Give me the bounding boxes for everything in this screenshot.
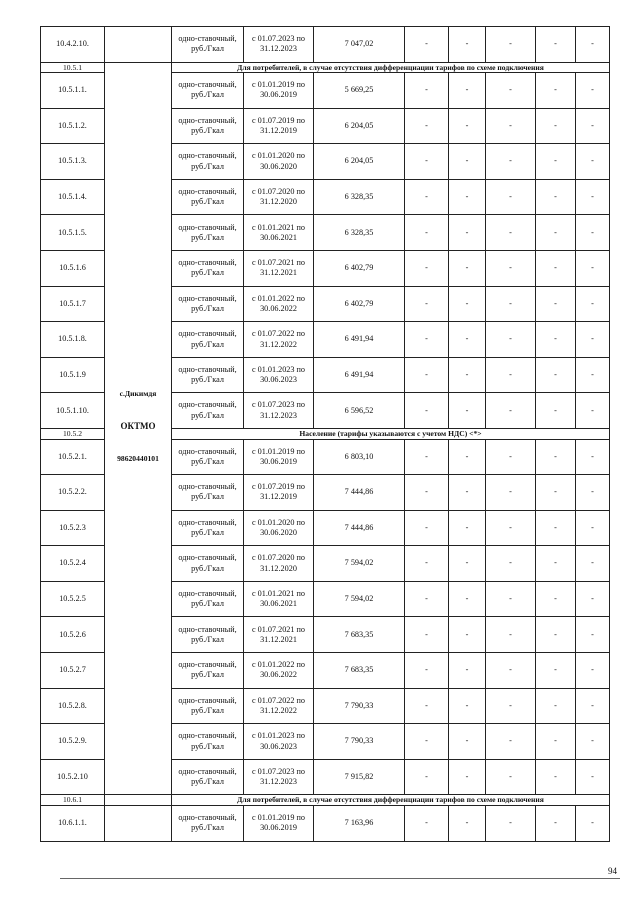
empty-cell: - <box>536 581 576 617</box>
tariff-period: с 01.07.2019 по 31.12.2019 <box>244 475 314 511</box>
empty-cell: - <box>536 653 576 689</box>
empty-cell: - <box>449 617 486 653</box>
tariff-period: с 01.07.2020 по 31.12.2020 <box>244 546 314 582</box>
empty-cell: - <box>576 546 610 582</box>
row-code: 10.5.2.3 <box>41 510 105 546</box>
empty-cell: - <box>576 27 610 63</box>
empty-cell: - <box>449 108 486 144</box>
tariff-value: 7 915,82 <box>314 759 405 795</box>
tariff-unit: одно-ставочный, руб./Гкал <box>172 439 244 475</box>
empty-cell: - <box>536 439 576 475</box>
empty-cell: - <box>449 393 486 429</box>
row-code: 10.5.1.3. <box>41 144 105 180</box>
empty-cell: - <box>536 322 576 358</box>
empty-cell: - <box>486 357 536 393</box>
empty-cell: - <box>486 724 536 760</box>
empty-cell: - <box>576 475 610 511</box>
empty-cell: - <box>405 546 449 582</box>
empty-cell: - <box>486 439 536 475</box>
empty-cell: - <box>576 439 610 475</box>
tariff-value: 6 204,05 <box>314 108 405 144</box>
tariff-period: с 01.01.2021 по 30.06.2021 <box>244 215 314 251</box>
empty-cell: - <box>576 617 610 653</box>
empty-cell: - <box>405 251 449 287</box>
tariff-unit: одно-ставочный, руб./Гкал <box>172 688 244 724</box>
locality-cell <box>105 62 172 795</box>
row-code: 10.5.2.8. <box>41 688 105 724</box>
empty-cell: - <box>576 73 610 109</box>
row-code: 10.5.2.4 <box>41 546 105 582</box>
empty-cell: - <box>405 688 449 724</box>
locality-blank <box>105 27 172 63</box>
empty-cell: - <box>486 688 536 724</box>
empty-cell: - <box>449 688 486 724</box>
empty-cell: - <box>449 475 486 511</box>
empty-cell: - <box>536 179 576 215</box>
empty-cell: - <box>536 215 576 251</box>
empty-cell: - <box>576 510 610 546</box>
tariff-value: 7 594,02 <box>314 546 405 582</box>
empty-cell: - <box>536 617 576 653</box>
tariff-value: 7 163,96 <box>314 805 405 841</box>
empty-cell: - <box>405 144 449 180</box>
row-code: 10.5.1.8. <box>41 322 105 358</box>
locality-blank <box>105 805 172 841</box>
tariff-value: 6 491,94 <box>314 322 405 358</box>
tariff-value: 6 402,79 <box>314 251 405 287</box>
tariff-value: 7 790,33 <box>314 724 405 760</box>
tariff-period: с 01.07.2020 по 31.12.2020 <box>244 179 314 215</box>
tariff-table-body <box>41 27 610 842</box>
tariff-value: 5 669,25 <box>314 73 405 109</box>
tariff-value: 7 683,35 <box>314 653 405 689</box>
tariff-period: с 01.07.2022 по 31.12.2022 <box>244 322 314 358</box>
tariff-unit: одно-ставочный, руб./Гкал <box>172 546 244 582</box>
empty-cell: - <box>405 724 449 760</box>
section-code: 10.5.2 <box>41 429 105 439</box>
oktmo-code: 98620440101 <box>117 454 159 464</box>
empty-cell: - <box>449 251 486 287</box>
section-code: 10.5.1 <box>41 62 105 72</box>
tariff-unit: одно-ставочный, руб./Гкал <box>172 73 244 109</box>
empty-cell: - <box>486 144 536 180</box>
row-code: 10.5.2.7 <box>41 653 105 689</box>
row-code: 10.5.1.5. <box>41 215 105 251</box>
empty-cell: - <box>405 475 449 511</box>
row-code: 10.5.1.2. <box>41 108 105 144</box>
empty-cell: - <box>449 73 486 109</box>
empty-cell: - <box>576 759 610 795</box>
tariff-period: с 01.01.2020 по 30.06.2020 <box>244 510 314 546</box>
empty-cell: - <box>486 286 536 322</box>
tariff-unit: одно-ставочный, руб./Гкал <box>172 653 244 689</box>
empty-cell: - <box>486 805 536 841</box>
tariff-value: 6 803,10 <box>314 439 405 475</box>
empty-cell: - <box>486 179 536 215</box>
tariff-value: 6 402,79 <box>314 286 405 322</box>
row-code: 10.5.1.6 <box>41 251 105 287</box>
empty-cell: - <box>536 286 576 322</box>
tariff-period: с 01.01.2023 по 30.06.2023 <box>244 724 314 760</box>
tariff-period: с 01.07.2021 по 31.12.2021 <box>244 617 314 653</box>
tariff-period: с 01.07.2021 по 31.12.2021 <box>244 251 314 287</box>
empty-cell: - <box>486 393 536 429</box>
empty-cell: - <box>405 322 449 358</box>
empty-cell: - <box>536 144 576 180</box>
empty-cell: - <box>486 108 536 144</box>
empty-cell: - <box>576 215 610 251</box>
empty-cell: - <box>486 546 536 582</box>
empty-cell: - <box>449 546 486 582</box>
empty-cell: - <box>536 688 576 724</box>
empty-cell: - <box>449 510 486 546</box>
empty-cell: - <box>405 759 449 795</box>
empty-cell: - <box>576 251 610 287</box>
page-number: 94 <box>608 866 617 876</box>
empty-cell: - <box>536 759 576 795</box>
tariff-period: с 01.01.2019 по 30.06.2019 <box>244 439 314 475</box>
empty-cell: - <box>449 27 486 63</box>
oktmo-label: ОКТМО <box>120 420 156 431</box>
empty-cell: - <box>449 286 486 322</box>
tariff-table <box>40 26 610 842</box>
tariff-value: 7 594,02 <box>314 581 405 617</box>
empty-cell: - <box>486 759 536 795</box>
tariff-value: 6 328,35 <box>314 179 405 215</box>
empty-cell: - <box>576 653 610 689</box>
row-code: 10.5.1.7 <box>41 286 105 322</box>
empty-cell: - <box>536 73 576 109</box>
empty-cell: - <box>449 322 486 358</box>
section-title: Для потребителей, в случае отсутствия дифференциации тарифов по схеме подключения <box>172 62 610 72</box>
empty-cell: - <box>486 322 536 358</box>
row-code: 10.5.1.9 <box>41 357 105 393</box>
empty-cell: - <box>449 724 486 760</box>
empty-cell: - <box>576 286 610 322</box>
empty-cell: - <box>486 475 536 511</box>
empty-cell: - <box>576 108 610 144</box>
empty-cell: - <box>449 581 486 617</box>
tariff-value: 7 047,02 <box>314 27 405 63</box>
empty-cell: - <box>449 215 486 251</box>
tariff-unit: одно-ставочный, руб./Гкал <box>172 581 244 617</box>
empty-cell: - <box>405 581 449 617</box>
row-code: 10.5.2.5 <box>41 581 105 617</box>
locality-blank <box>105 795 172 805</box>
tariff-value: 7 444,86 <box>314 475 405 511</box>
tariff-unit: одно-ставочный, руб./Гкал <box>172 322 244 358</box>
tariff-value: 6 204,05 <box>314 144 405 180</box>
empty-cell: - <box>486 215 536 251</box>
empty-cell: - <box>449 357 486 393</box>
tariff-unit: одно-ставочный, руб./Гкал <box>172 179 244 215</box>
tariff-period: с 01.07.2019 по 31.12.2019 <box>244 108 314 144</box>
row-code: 10.6.1.1. <box>41 805 105 841</box>
empty-cell: - <box>405 357 449 393</box>
empty-cell: - <box>486 73 536 109</box>
tariff-period: с 01.07.2023 по 31.12.2023 <box>244 27 314 63</box>
tariff-unit: одно-ставочный, руб./Гкал <box>172 617 244 653</box>
row-code: 10.5.2.10 <box>41 759 105 795</box>
tariff-unit: одно-ставочный, руб./Гкал <box>172 286 244 322</box>
empty-cell: - <box>576 805 610 841</box>
empty-cell: - <box>405 27 449 63</box>
empty-cell: - <box>405 617 449 653</box>
tariff-unit: одно-ставочный, руб./Гкал <box>172 393 244 429</box>
tariff-period: с 01.07.2023 по 31.12.2023 <box>244 393 314 429</box>
tariff-unit: одно-ставочный, руб./Гкал <box>172 357 244 393</box>
empty-cell: - <box>405 215 449 251</box>
tariff-unit: одно-ставочный, руб./Гкал <box>172 759 244 795</box>
empty-cell: - <box>405 805 449 841</box>
tariff-value: 7 683,35 <box>314 617 405 653</box>
tariff-value: 7 444,86 <box>314 510 405 546</box>
tariff-unit: одно-ставочный, руб./Гкал <box>172 27 244 63</box>
row-code: 10.5.2.1. <box>41 439 105 475</box>
row-code: 10.5.1.10. <box>41 393 105 429</box>
bottom-rule <box>60 878 620 879</box>
tariff-value: 6 328,35 <box>314 215 405 251</box>
empty-cell: - <box>576 724 610 760</box>
tariff-period: с 01.07.2022 по 31.12.2022 <box>244 688 314 724</box>
tariff-unit: одно-ставочный, руб./Гкал <box>172 724 244 760</box>
empty-cell: - <box>486 27 536 63</box>
empty-cell: - <box>576 179 610 215</box>
tariff-unit: одно-ставочный, руб./Гкал <box>172 144 244 180</box>
empty-cell: - <box>405 653 449 689</box>
row-code: 10.4.2.10. <box>41 27 105 63</box>
row-code: 10.5.1.4. <box>41 179 105 215</box>
empty-cell: - <box>576 688 610 724</box>
empty-cell: - <box>405 108 449 144</box>
empty-cell: - <box>486 510 536 546</box>
tariff-period: с 01.01.2021 по 30.06.2021 <box>244 581 314 617</box>
empty-cell: - <box>449 179 486 215</box>
empty-cell: - <box>576 144 610 180</box>
empty-cell: - <box>576 322 610 358</box>
empty-cell: - <box>536 27 576 63</box>
tariff-value: 6 491,94 <box>314 357 405 393</box>
tariff-unit: одно-ставочный, руб./Гкал <box>172 215 244 251</box>
empty-cell: - <box>486 653 536 689</box>
empty-cell: - <box>405 179 449 215</box>
section-title: Для потребителей, в случае отсутствия дифференциации тарифов по схеме подключения <box>172 795 610 805</box>
empty-cell: - <box>536 393 576 429</box>
tariff-unit: одно-ставочный, руб./Гкал <box>172 510 244 546</box>
table-row <box>41 805 610 841</box>
tariff-period: с 01.01.2023 по 30.06.2023 <box>244 357 314 393</box>
empty-cell: - <box>486 581 536 617</box>
empty-cell: - <box>536 546 576 582</box>
empty-cell: - <box>576 357 610 393</box>
section-code: 10.6.1 <box>41 795 105 805</box>
empty-cell: - <box>449 653 486 689</box>
tariff-period: с 01.01.2019 по 30.06.2019 <box>244 73 314 109</box>
row-code: 10.5.2.6 <box>41 617 105 653</box>
empty-cell: - <box>536 108 576 144</box>
empty-cell: - <box>486 617 536 653</box>
empty-cell: - <box>536 805 576 841</box>
row-code: 10.5.2.2. <box>41 475 105 511</box>
section-header-row <box>41 62 610 72</box>
empty-cell: - <box>449 759 486 795</box>
empty-cell: - <box>405 286 449 322</box>
empty-cell: - <box>536 724 576 760</box>
tariff-period: с 01.01.2022 по 30.06.2022 <box>244 653 314 689</box>
tariff-unit: одно-ставочный, руб./Гкал <box>172 251 244 287</box>
table-row <box>41 27 610 63</box>
tariff-period: с 01.01.2020 по 30.06.2020 <box>244 144 314 180</box>
empty-cell: - <box>449 805 486 841</box>
tariff-period: с 01.01.2019 по 30.06.2019 <box>244 805 314 841</box>
empty-cell: - <box>405 439 449 475</box>
tariff-unit: одно-ставочный, руб./Гкал <box>172 108 244 144</box>
empty-cell: - <box>486 251 536 287</box>
tariff-unit: одно-ставочный, руб./Гкал <box>172 475 244 511</box>
empty-cell: - <box>536 475 576 511</box>
section-header-row <box>41 795 610 805</box>
section-title: Население (тарифы указываются с учетом НДС) <*> <box>172 429 610 439</box>
empty-cell: - <box>536 510 576 546</box>
locality-name: с.Дикимдя <box>119 389 157 399</box>
tariff-period: с 01.07.2023 по 31.12.2023 <box>244 759 314 795</box>
empty-cell: - <box>449 439 486 475</box>
tariff-unit: одно-ставочный, руб./Гкал <box>172 805 244 841</box>
tariff-value: 7 790,33 <box>314 688 405 724</box>
row-code: 10.5.2.9. <box>41 724 105 760</box>
empty-cell: - <box>576 393 610 429</box>
empty-cell: - <box>449 144 486 180</box>
tariff-period: с 01.01.2022 по 30.06.2022 <box>244 286 314 322</box>
empty-cell: - <box>536 251 576 287</box>
row-code: 10.5.1.1. <box>41 73 105 109</box>
empty-cell: - <box>405 393 449 429</box>
empty-cell: - <box>576 581 610 617</box>
empty-cell: - <box>536 357 576 393</box>
empty-cell: - <box>405 73 449 109</box>
tariff-value: 6 596,52 <box>314 393 405 429</box>
empty-cell: - <box>405 510 449 546</box>
